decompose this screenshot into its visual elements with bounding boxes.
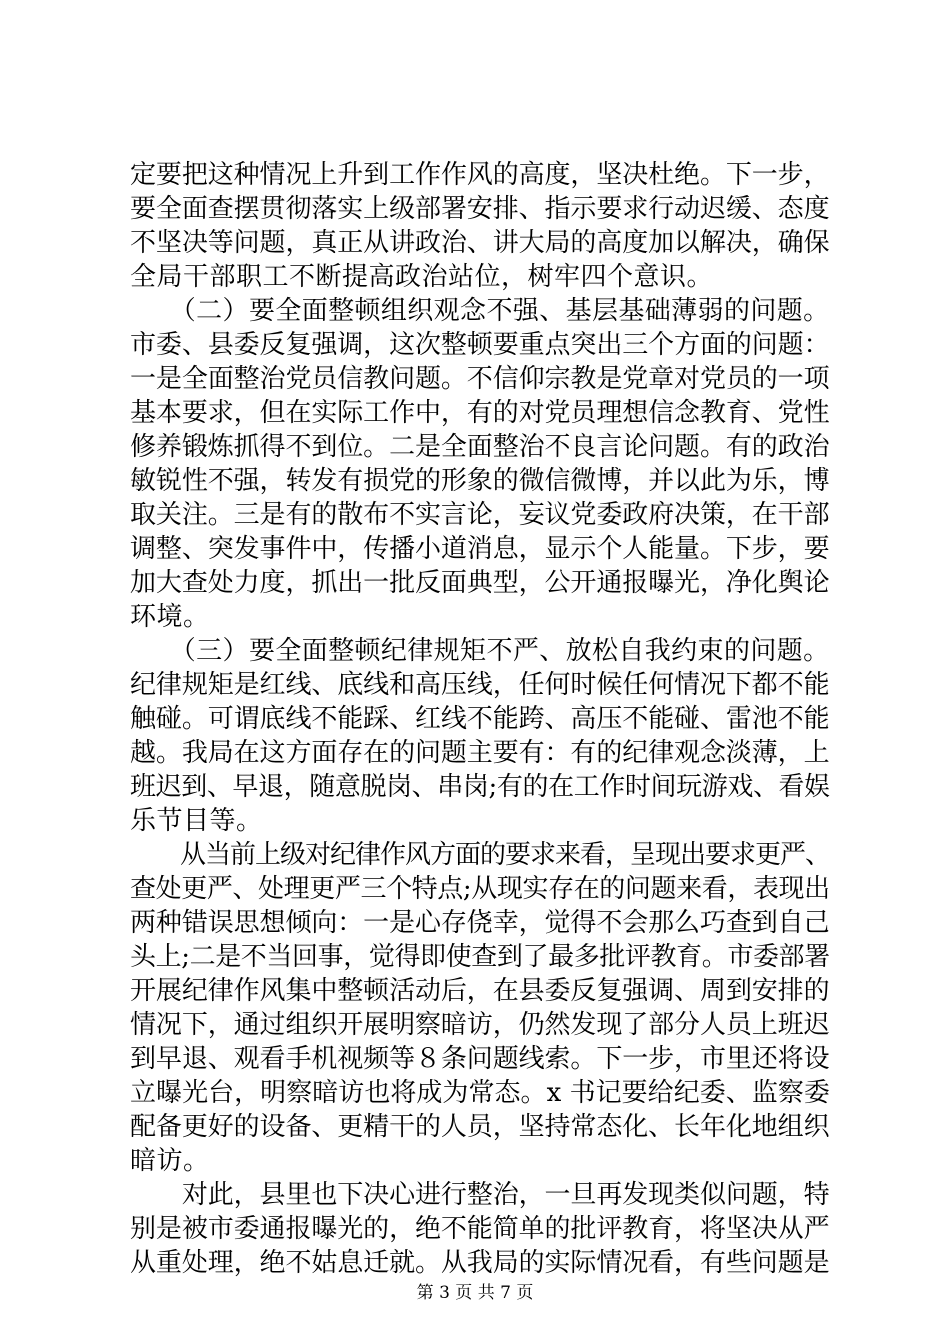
text-line: 情况下，通过组织开展明察暗访，仍然发现了部分人员上班迟 (130, 1010, 830, 1040)
text-line: 查处更严、处理更严三个特点;从现实存在的问题来看，表现出 (130, 874, 830, 904)
text-line: 定要把这种情况上升到工作作风的高度，坚决杜绝。下一步， (130, 160, 830, 190)
text-line: 不坚决等问题，真正从讲政治、讲大局的高度加以解决，确保 (130, 228, 830, 258)
text-line: 两种错误思想倾向：一是心存侥幸，觉得不会那么巧查到自己 (130, 908, 830, 938)
text-line: 到早退、观看手机视频等８条问题线索。下一步，市里还将设 (130, 1044, 830, 1074)
text-line: （三）要全面整顿纪律规矩不严、放松自我约束的问题。 (130, 636, 830, 666)
text-line: 加大查处力度，抓出一批反面典型，公开通报曝光，净化舆论 (130, 568, 830, 598)
text-line: 调整、突发事件中，传播小道消息，显示个人能量。下步，要 (130, 534, 830, 564)
text-line: 立曝光台，明察暗访也将成为常态。x 书记要给纪委、监察委 (130, 1078, 830, 1108)
text-line: 取关注。三是有的散布不实言论，妄议党委政府决策，在干部 (130, 500, 830, 530)
text-line: 班迟到、早退，随意脱岗、串岗;有的在工作时间玩游戏、看娱 (130, 772, 830, 802)
text-line: 要全面查摆贯彻落实上级部署安排、指示要求行动迟缓、态度 (130, 194, 830, 224)
text-line: 开展纪律作风集中整顿活动后，在县委反复强调、周到安排的 (130, 976, 830, 1006)
text-line: 对此，县里也下决心进行整治，一旦再发现类似问题，特 (130, 1180, 830, 1210)
text-line: 别是被市委通报曝光的，绝不能简单的批评教育，将坚决从严 (130, 1214, 830, 1244)
text-line: 市委、县委反复强调，这次整顿要重点突出三个方面的问题： (130, 330, 830, 360)
text-line: 乐节目等。 (130, 806, 263, 836)
page-number-footer: 第 3 页 共 7 页 (416, 1283, 534, 1303)
text-line: 环境。 (130, 602, 210, 632)
text-line: 纪律规矩是红线、底线和高压线，任何时候任何情况下都不能 (130, 670, 830, 700)
text-line: 修养锻炼抓得不到位。二是全面整治不良言论问题。有的政治 (130, 432, 830, 462)
text-line: 从重处理，绝不姑息迁就。从我局的实际情况看，有些问题是 (130, 1248, 830, 1278)
text-line: 暗访。 (130, 1146, 210, 1176)
text-line: 基本要求，但在实际工作中，有的对党员理想信念教育、党性 (130, 398, 830, 428)
text-line: 全局干部职工不断提高政治站位，树牢四个意识。 (130, 262, 714, 292)
text-line: 触碰。可谓底线不能踩、红线不能跨、高压不能碰、雷池不能 (130, 704, 830, 734)
text-line: 一是全面整治党员信教问题。不信仰宗教是党章对党员的一项 (130, 364, 830, 394)
text-line: 敏锐性不强，转发有损党的形象的微信微博，并以此为乐，博 (130, 466, 830, 496)
text-line: 配备更好的设备、更精干的人员，坚持常态化、长年化地组织 (130, 1112, 830, 1142)
text-line: 从当前上级对纪律作风方面的要求来看，呈现出要求更严、 (130, 840, 831, 870)
text-line: （二）要全面整顿组织观念不强、基层基础薄弱的问题。 (130, 296, 830, 326)
text-line: 头上;二是不当回事，觉得即使查到了最多批评教育。市委部署 (130, 942, 830, 972)
text-line: 越。我局在这方面存在的问题主要有：有的纪律观念淡薄，上 (130, 738, 830, 768)
